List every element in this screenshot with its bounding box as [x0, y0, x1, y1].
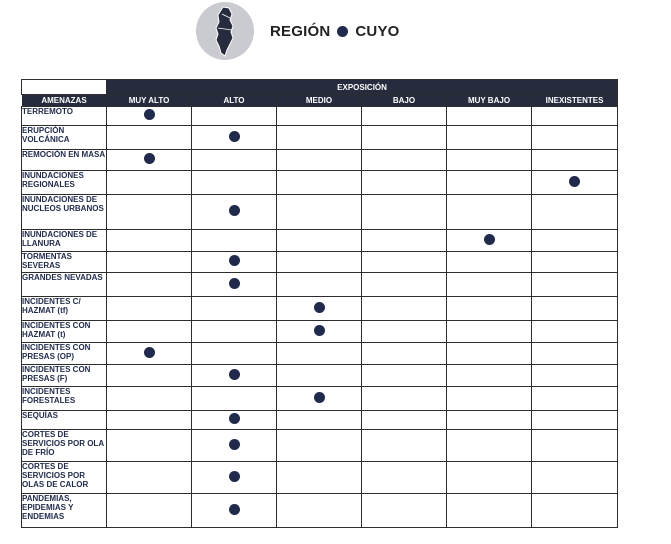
exposure-cell — [447, 494, 532, 528]
exposure-cell — [107, 343, 192, 365]
exposure-cell — [107, 126, 192, 150]
exposure-cell — [277, 107, 362, 126]
exposure-cell — [447, 230, 532, 252]
exposure-marker-dot — [229, 205, 240, 216]
exposure-cell — [447, 273, 532, 297]
exposure-cell — [192, 462, 277, 494]
table-row — [22, 343, 618, 365]
exposure-cell — [192, 150, 277, 171]
exposure-cell — [192, 252, 277, 273]
exposure-cell — [277, 387, 362, 411]
threat-label: INCIDENTES CON PRESAS (F) — [22, 365, 107, 387]
table-row — [22, 411, 618, 430]
exposure-cell — [277, 273, 362, 297]
exposure-cell — [532, 126, 618, 150]
exposure-cell — [362, 273, 447, 297]
exposure-cell — [107, 273, 192, 297]
exposure-cell — [447, 126, 532, 150]
exposure-cell — [107, 387, 192, 411]
exposure-cell — [532, 195, 618, 230]
exposure-cell — [447, 343, 532, 365]
exposure-cell — [362, 411, 447, 430]
exposure-cell — [107, 321, 192, 343]
exposure-cell — [447, 171, 532, 195]
exposure-cell — [532, 494, 618, 528]
table-row — [22, 321, 618, 343]
exposure-cell — [107, 430, 192, 462]
exposure-marker-dot — [229, 439, 240, 450]
exposure-cell — [192, 171, 277, 195]
exposure-cell — [192, 273, 277, 297]
region-label: REGIÓN — [270, 22, 331, 40]
exposure-cell — [362, 365, 447, 387]
exposure-cell — [362, 252, 447, 273]
table-row — [22, 230, 618, 252]
exposure-cell — [277, 494, 362, 528]
table-row — [22, 494, 618, 528]
exposure-cell — [277, 462, 362, 494]
header-blank-cell — [22, 80, 107, 95]
exposure-cell — [277, 150, 362, 171]
exposure-cell — [447, 365, 532, 387]
region-header — [196, 2, 400, 60]
exposure-cell — [277, 430, 362, 462]
threat-label: INUNDACIONES DE LLANURA — [22, 230, 107, 252]
exposure-marker-dot — [314, 392, 325, 403]
exposure-cell — [192, 343, 277, 365]
threat-label: TERREMOTO — [22, 107, 107, 126]
exposure-cell — [532, 252, 618, 273]
cuyo-map-icon — [196, 2, 254, 60]
exposure-marker-dot — [569, 176, 580, 187]
threat-label: INCIDENTES FORESTALES — [22, 387, 107, 411]
exposure-cell — [277, 343, 362, 365]
exposure-cell — [532, 171, 618, 195]
exposure-marker-dot — [144, 153, 155, 164]
exposure-cell — [107, 195, 192, 230]
exposure-cell — [277, 126, 362, 150]
exposure-marker-dot — [229, 471, 240, 482]
exposure-cell — [362, 195, 447, 230]
exposure-cell — [362, 107, 447, 126]
exposure-cell — [107, 171, 192, 195]
exposure-cell — [447, 252, 532, 273]
exposure-cell — [447, 462, 532, 494]
exposure-cell — [362, 126, 447, 150]
exposure-cell — [192, 107, 277, 126]
exposure-cell — [192, 321, 277, 343]
exposure-cell — [362, 297, 447, 321]
threat-label: TORMENTAS SEVERAS — [22, 252, 107, 273]
threat-label: INUNDACIONES DE NUCLEOS URBANOS — [22, 195, 107, 230]
threat-label: GRANDES NEVADAS — [22, 273, 107, 297]
page-title — [270, 23, 400, 40]
exposure-cell — [107, 494, 192, 528]
threat-label: INCIDENTES CON PRESAS (OP) — [22, 343, 107, 365]
exposure-cell — [362, 462, 447, 494]
exposure-cell — [362, 230, 447, 252]
exposure-cell — [107, 462, 192, 494]
exposure-group-header: EXPOSICIÓN — [107, 80, 618, 95]
table-row — [22, 273, 618, 297]
exposure-cell — [447, 430, 532, 462]
exposure-marker-dot — [229, 369, 240, 380]
threat-exposure-table — [21, 79, 618, 528]
exposure-marker-dot — [229, 131, 240, 142]
exposure-cell — [532, 150, 618, 171]
threat-label: CORTES DE SERVICIOS POR OLAS DE CALOR — [22, 462, 107, 494]
threat-label: SEQUÍAS — [22, 411, 107, 430]
table-row — [22, 195, 618, 230]
exposure-cell — [532, 297, 618, 321]
threat-label: PANDEMIAS, EPIDEMIAS Y ENDEMIAS — [22, 494, 107, 528]
exposure-cell — [447, 321, 532, 343]
exposure-cell — [532, 343, 618, 365]
column-header: MUY BAJO — [447, 95, 532, 107]
exposure-marker-dot — [229, 255, 240, 266]
table-row — [22, 107, 618, 126]
exposure-cell — [447, 297, 532, 321]
threat-label: INCIDENTES C/ HAZMAT (tf) — [22, 297, 107, 321]
exposure-cell — [532, 462, 618, 494]
exposure-cell — [277, 195, 362, 230]
exposure-cell — [447, 107, 532, 126]
exposure-cell — [107, 297, 192, 321]
exposure-cell — [107, 365, 192, 387]
exposure-cell — [277, 411, 362, 430]
exposure-cell — [277, 365, 362, 387]
exposure-marker-dot — [144, 347, 155, 358]
exposure-cell — [447, 411, 532, 430]
exposure-cell — [277, 230, 362, 252]
column-header: BAJO — [362, 95, 447, 107]
exposure-cell — [362, 430, 447, 462]
exposure-cell — [532, 321, 618, 343]
threat-label: INUNDACIONES REGIONALES — [22, 171, 107, 195]
threat-label: ERUPCIÓN VOLCÁNICA — [22, 126, 107, 150]
exposure-cell — [107, 107, 192, 126]
exposure-cell — [192, 411, 277, 430]
exposure-cell — [192, 195, 277, 230]
exposure-cell — [192, 365, 277, 387]
exposure-cell — [532, 365, 618, 387]
exposure-cell — [532, 430, 618, 462]
table-row — [22, 365, 618, 387]
exposure-marker-dot — [229, 504, 240, 515]
exposure-cell — [192, 126, 277, 150]
exposure-marker-dot — [314, 325, 325, 336]
exposure-marker-dot — [144, 109, 155, 120]
title-separator-dot — [337, 26, 348, 37]
exposure-cell — [362, 171, 447, 195]
exposure-marker-dot — [314, 302, 325, 313]
exposure-marker-dot — [229, 413, 240, 424]
exposure-marker-dot — [484, 234, 495, 245]
exposure-cell — [532, 387, 618, 411]
exposure-cell — [192, 230, 277, 252]
exposure-cell — [532, 411, 618, 430]
table-row — [22, 462, 618, 494]
exposure-cell — [277, 252, 362, 273]
exposure-cell — [532, 273, 618, 297]
column-header: ALTO — [192, 95, 277, 107]
exposure-cell — [107, 411, 192, 430]
exposure-cell — [192, 494, 277, 528]
exposure-cell — [362, 343, 447, 365]
table-row — [22, 171, 618, 195]
exposure-cell — [277, 171, 362, 195]
table-row — [22, 387, 618, 411]
exposure-cell — [107, 252, 192, 273]
threats-column-header: AMENAZAS — [22, 95, 107, 107]
region-name: CUYO — [355, 22, 400, 40]
exposure-cell — [362, 387, 447, 411]
table-row — [22, 252, 618, 273]
exposure-cell — [277, 321, 362, 343]
table-row — [22, 126, 618, 150]
table-row — [22, 297, 618, 321]
threat-label: CORTES DE SERVICIOS POR OLA DE FRÍO — [22, 430, 107, 462]
exposure-marker-dot — [229, 278, 240, 289]
threat-label: INCIDENTES CON HAZMAT (t) — [22, 321, 107, 343]
exposure-cell — [277, 297, 362, 321]
column-header: MUY ALTO — [107, 95, 192, 107]
exposure-cell — [532, 230, 618, 252]
exposure-cell — [362, 321, 447, 343]
column-header: MEDIO — [277, 95, 362, 107]
exposure-cell — [532, 107, 618, 126]
column-header: INEXISTENTES — [532, 95, 618, 107]
table-row — [22, 150, 618, 171]
table-row — [22, 430, 618, 462]
exposure-cell — [362, 150, 447, 171]
threat-label: REMOCIÓN EN MASA — [22, 150, 107, 171]
exposure-cell — [447, 150, 532, 171]
exposure-cell — [192, 387, 277, 411]
exposure-cell — [107, 230, 192, 252]
exposure-cell — [447, 387, 532, 411]
exposure-cell — [107, 150, 192, 171]
exposure-cell — [447, 195, 532, 230]
exposure-cell — [192, 297, 277, 321]
exposure-cell — [192, 430, 277, 462]
exposure-cell — [362, 494, 447, 528]
